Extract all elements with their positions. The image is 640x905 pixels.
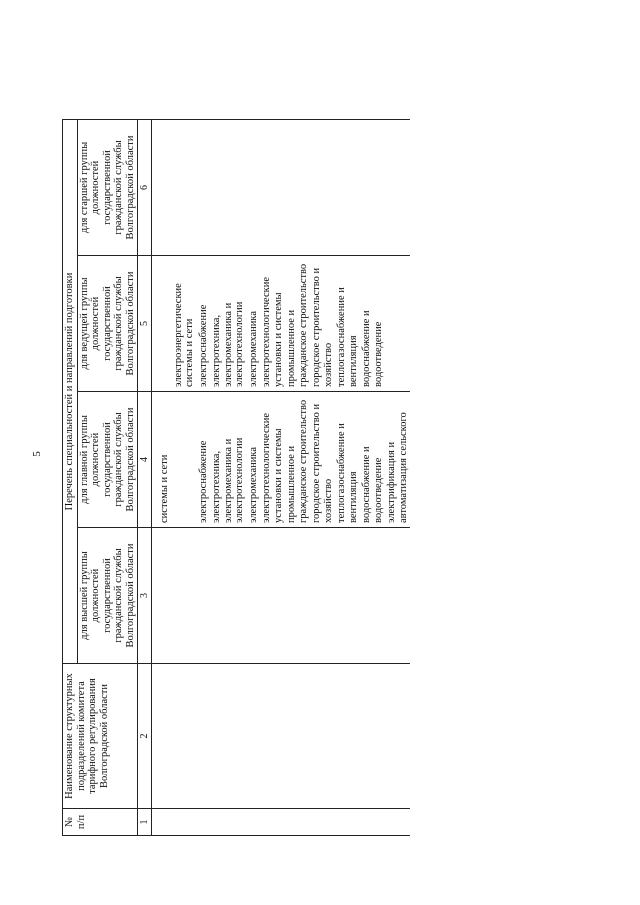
table-row [210,120,247,836]
header-main-group: для главной группы должностей государственной гражданской службы Волгоградской области [77,392,138,528]
table-row [285,120,310,836]
header-number: № п/п [63,809,138,836]
rotated-page [62,66,409,836]
leading-group-specialty: теплогазоснабжение и вентиляция [335,256,360,392]
column-number: 1 [138,809,152,836]
header-highest-group: для высшей группы должностей государственной гражданской службы Волгоградской области [77,528,138,664]
main-group-specialty: электромеханика [247,392,261,528]
table-row [310,120,335,836]
leading-group-specialty: городское строительство и хозяйство [310,256,335,392]
specialties-table [62,119,410,836]
column-number: 6 [138,120,152,256]
column-number: 2 [138,664,152,809]
main-group-specialty: электроснабжение [197,392,211,528]
main-group-specialty: электрификация и автоматизация сельского [385,392,410,528]
main-group-specialty: водоснабжение и водоотведение [360,392,385,528]
column-number: 4 [138,392,152,528]
main-group-specialty: электротехнологические установки и системы [260,392,285,528]
table-row [260,120,285,836]
main-group-specialty: промышленное и гражданское строительство [285,392,310,528]
table-row [385,120,410,836]
header-senior-group: для старшей группы должностей государственной гражданской службы Волгоградской области [77,120,138,256]
header-specialties-group: Перечень специальностей и направлений подготовки [63,120,78,664]
main-group-specialty: теплогазоснабжение и вентиляция [335,392,360,528]
leading-group-specialty [158,256,172,392]
main-group-specialty: электротехника, электромеханика и электротехнологии [210,392,247,528]
table-row [158,120,172,836]
leading-group-specialty: электротехника, электромеханика и электротехнологии [210,256,247,392]
table-row [335,120,360,836]
page-number: 5 [30,451,43,457]
leading-group-specialty: электротехнологические установки и системы [260,256,285,392]
main-group-specialty: городское строительство и хозяйство [310,392,335,528]
leading-group-specialty: электромеханика [247,256,261,392]
header-division: Наименование структурных подразделений комитета тарифного регулирования Волгоградской области [63,664,138,809]
table-row [197,120,211,836]
header-leading-group: для ведущей группы должностей государственной гражданской службы Волгоградской области [77,256,138,392]
table-row [172,120,197,836]
leading-group-specialty: промышленное и гражданское строительство [285,256,310,392]
leading-group-specialty: электроэнергетические системы и сети [172,256,197,392]
table-row [360,120,385,836]
leading-group-specialty: электроснабжение [197,256,211,392]
column-number: 3 [138,528,152,664]
leading-group-specialty: водоснабжение и водоотведение [360,256,385,392]
main-group-specialty: системы и сети [158,392,172,528]
leading-group-specialty [385,256,410,392]
column-number: 5 [138,256,152,392]
main-group-specialty [172,392,197,528]
table-row [247,120,261,836]
